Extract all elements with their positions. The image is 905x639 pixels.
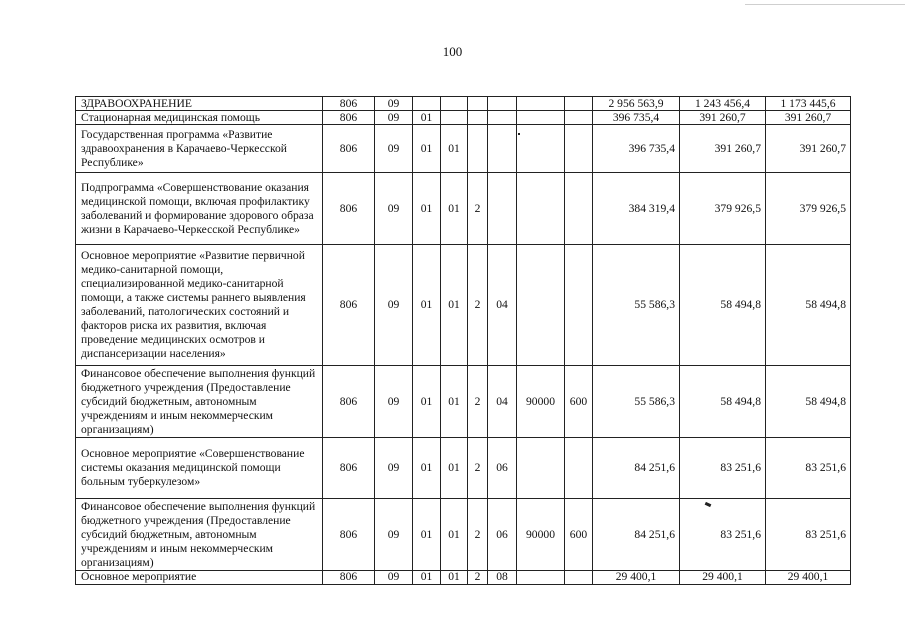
cell-code: 806 (323, 438, 375, 499)
cell-expense-type (565, 111, 593, 125)
cell-v2: 391 260,7 (680, 125, 766, 173)
cell-name: ЗДРАВООХРАНЕНИЕ (76, 97, 323, 111)
table-row (76, 366, 851, 438)
cell-expense-type (565, 97, 593, 111)
cell-v1: 84 251,6 (593, 438, 680, 499)
cell-v1: 396 735,4 (593, 125, 680, 173)
cell-subprogram: 2 (468, 499, 488, 571)
cell-target (517, 125, 565, 173)
page-number: 100 (442, 44, 463, 59)
cell-v3: 391 260,7 (766, 125, 851, 173)
cell-expense-type (565, 173, 593, 245)
cell-program (441, 97, 468, 111)
cell-v2: 83 251,6 (680, 499, 766, 571)
cell-subprogram (468, 125, 488, 173)
table-row (76, 499, 851, 571)
cell-subprogram: 2 (468, 245, 488, 366)
cell-v3: 58 494,8 (766, 366, 851, 438)
cell-subsection: 01 (413, 571, 441, 585)
cell-subsection: 01 (413, 245, 441, 366)
cell-subprogram (468, 97, 488, 111)
cell-name: Основное мероприятие (76, 571, 323, 585)
cell-v3: 83 251,6 (766, 438, 851, 499)
cell-name: Государственная программа «Развитие здравоохранения в Карачаево-Черкесской Республике» (76, 125, 323, 173)
cell-activity: 04 (488, 366, 517, 438)
cell-program (441, 111, 468, 125)
cell-v3: 58 494,8 (766, 245, 851, 366)
cell-v2: 1 243 456,4 (680, 97, 766, 111)
cell-section: 09 (375, 125, 413, 173)
cell-activity: 06 (488, 438, 517, 499)
scan-speck (518, 133, 520, 135)
cell-v1: 29 400,1 (593, 571, 680, 585)
cell-subsection: 01 (413, 111, 441, 125)
cell-subsection: 01 (413, 173, 441, 245)
cell-expense-type (565, 125, 593, 173)
cell-subprogram (468, 111, 488, 125)
cell-name: Основное мероприятие «Развитие первичной медико-санитарной помощи, специализированной медико-санитарной помощи, а также системы раннего выявления заболеваний, патологических состояний и факторов риска их развития, включая проведение медицинских осмотров и диспансеризации населения» (76, 245, 323, 366)
scan-edge-line (745, 4, 905, 5)
cell-activity (488, 97, 517, 111)
cell-name: Основное мероприятие «Совершенствование системы оказания медицинской помощи больным туберкулезом» (76, 438, 323, 499)
cell-code: 806 (323, 173, 375, 245)
table-row (76, 97, 851, 111)
cell-section: 09 (375, 499, 413, 571)
cell-program: 01 (441, 366, 468, 438)
cell-name: Финансовое обеспечение выполнения функций бюджетного учреждения (Предоставление субсидий бюджетным, автономным учреждениям и иным некоммерческим организациям) (76, 499, 323, 571)
budget-table (75, 96, 851, 585)
cell-v3: 379 926,5 (766, 173, 851, 245)
cell-v2: 379 926,5 (680, 173, 766, 245)
cell-code: 806 (323, 245, 375, 366)
cell-program: 01 (441, 245, 468, 366)
cell-target (517, 571, 565, 585)
cell-v1: 384 319,4 (593, 173, 680, 245)
cell-subprogram: 2 (468, 571, 488, 585)
table-row (76, 173, 851, 245)
cell-code: 806 (323, 366, 375, 438)
cell-section: 09 (375, 438, 413, 499)
cell-section: 09 (375, 111, 413, 125)
cell-subsection (413, 97, 441, 111)
cell-v1: 55 586,3 (593, 366, 680, 438)
cell-target (517, 438, 565, 499)
cell-code: 806 (323, 571, 375, 585)
cell-subprogram: 2 (468, 366, 488, 438)
cell-activity (488, 173, 517, 245)
cell-v2: 58 494,8 (680, 245, 766, 366)
cell-v3: 29 400,1 (766, 571, 851, 585)
cell-activity: 06 (488, 499, 517, 571)
cell-activity (488, 125, 517, 173)
cell-activity: 04 (488, 245, 517, 366)
cell-name: Подпрограмма «Совершенствование оказания медицинской помощи, включая профилактику заболеваний и формирование здорового образа жизни в Карачаево-Черкесской Республике» (76, 173, 323, 245)
cell-v1: 55 586,3 (593, 245, 680, 366)
cell-target: 90000 (517, 366, 565, 438)
cell-section: 09 (375, 366, 413, 438)
cell-activity (488, 111, 517, 125)
cell-v2: 391 260,7 (680, 111, 766, 125)
cell-code: 806 (323, 97, 375, 111)
table-row (76, 571, 851, 585)
cell-v1: 396 735,4 (593, 111, 680, 125)
cell-section: 09 (375, 97, 413, 111)
cell-v3: 83 251,6 (766, 499, 851, 571)
cell-activity: 08 (488, 571, 517, 585)
cell-subsection: 01 (413, 125, 441, 173)
cell-program: 01 (441, 499, 468, 571)
cell-subprogram: 2 (468, 173, 488, 245)
cell-v2: 29 400,1 (680, 571, 766, 585)
table-row (76, 245, 851, 366)
cell-expense-type (565, 245, 593, 366)
cell-subsection: 01 (413, 499, 441, 571)
cell-expense-type (565, 438, 593, 499)
cell-target (517, 173, 565, 245)
table-row (76, 111, 851, 125)
cell-v3: 391 260,7 (766, 111, 851, 125)
table-row (76, 438, 851, 499)
cell-section: 09 (375, 173, 413, 245)
cell-target (517, 111, 565, 125)
cell-section: 09 (375, 571, 413, 585)
cell-program: 01 (441, 173, 468, 245)
cell-v1: 84 251,6 (593, 499, 680, 571)
cell-code: 806 (323, 111, 375, 125)
cell-name: Стационарная медицинская помощь (76, 111, 323, 125)
cell-expense-type: 600 (565, 366, 593, 438)
cell-name: Финансовое обеспечение выполнения функций бюджетного учреждения (Предоставление субсидий бюджетным, автономным учреждениям и иным некоммерческим организациям) (76, 366, 323, 438)
cell-subsection: 01 (413, 366, 441, 438)
cell-program: 01 (441, 438, 468, 499)
cell-expense-type (565, 571, 593, 585)
cell-target (517, 97, 565, 111)
cell-v2: 83 251,6 (680, 438, 766, 499)
cell-expense-type: 600 (565, 499, 593, 571)
cell-subprogram: 2 (468, 438, 488, 499)
cell-v2: 58 494,8 (680, 366, 766, 438)
cell-v1: 2 956 563,9 (593, 97, 680, 111)
cell-section: 09 (375, 245, 413, 366)
cell-program: 01 (441, 125, 468, 173)
cell-target: 90000 (517, 499, 565, 571)
cell-subsection: 01 (413, 438, 441, 499)
cell-code: 806 (323, 499, 375, 571)
cell-program: 01 (441, 571, 468, 585)
cell-target (517, 245, 565, 366)
cell-code: 806 (323, 125, 375, 173)
table-row (76, 125, 851, 173)
cell-v3: 1 173 445,6 (766, 97, 851, 111)
